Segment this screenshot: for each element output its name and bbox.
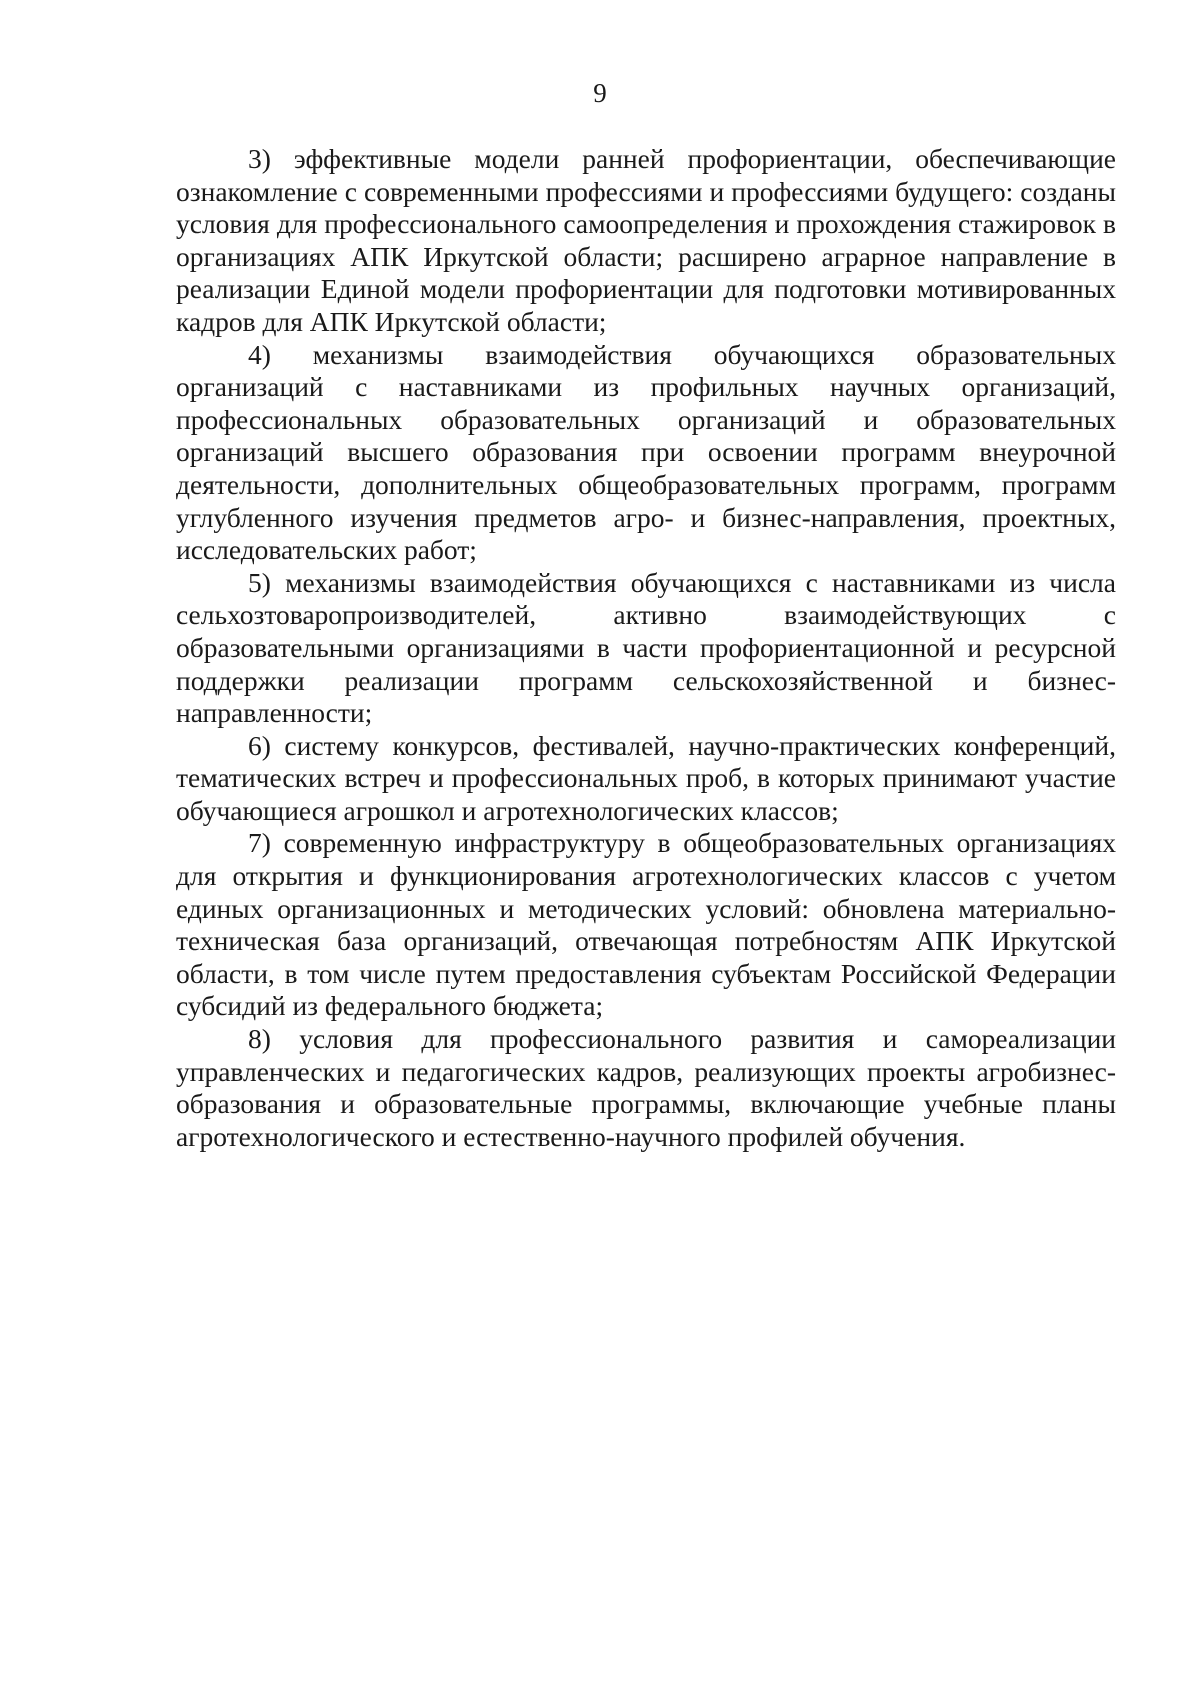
document-body: [176, 143, 1116, 1153]
list-item-3: 3) эффективные модели ранней профориентации, обеспечивающие ознакомление с современными профессиями и профессиями будущего: созданы условия для профессионального самоопределения и прохождения стажировок в организациях АПК Иркутской области; расширено аграрное направление в реализации Единой модели профориентации для подготовки мотивированных кадров для АПК Иркутской области;: [176, 143, 1116, 337]
list-item-6: 6) систему конкурсов, фестивалей, научно-практических конференций, тематических встреч и профессиональных проб, в которых принимают участие обучающиеся агрошкол и агротехнологических классов;: [176, 729, 1116, 826]
list-item-8: 8) условия для профессионального развития и самореализации управленческих и педагогических кадров, реализующих проекты агробизнес-образования и образовательные программы, включающие учебные планы агротехнологического и естественно-научного профилей обучения.: [176, 1023, 1116, 1152]
page-number: 9: [593, 78, 607, 108]
list-item-7: 7) современную инфраструктуру в общеобразовательных организациях для открытия и функционирования агротехнологических классов с учетом единых организационных и методических условий: обновлена материально-техническая база организаций, отвечающая потребностям АПК Иркутской области, в том числе путем предоставления субъектам Российской Федерации субсидий из федерального бюджета;: [176, 827, 1116, 1022]
list-item-5: 5) механизмы взаимодействия обучающихся с наставниками из числа сельхозтоваропроизводителей, активно взаимодействующих с образовательными организациями в части профориентационной и ресурсной поддержки реализации программ сельскохозяйственной и бизнес-направленности;: [176, 566, 1116, 729]
list-item-4: 4) механизмы взаимодействия обучающихся образовательных организаций с наставниками из профильных научных организаций, профессиональных образовательных организаций и образовательных организаций высшего образования при освоении программ внеурочной деятельности, дополнительных общеобразовательных программ, программ углубленного изучения предметов агро- и бизнес-направления, проектных, исследовательских работ;: [176, 338, 1116, 566]
